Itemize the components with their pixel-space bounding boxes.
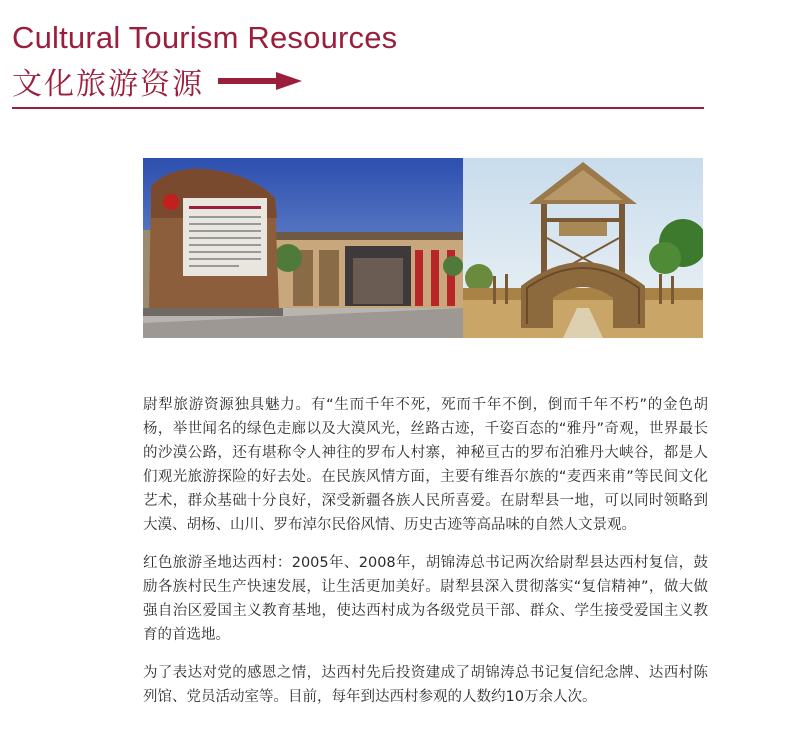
title-chinese: 文化旅游资源 (12, 67, 204, 102)
header-divider (12, 107, 704, 109)
paragraph-tourism-resources: 尉犁旅游资源独具魅力。有“生而千年不死，死而千年不倒，倒而千年不朽”的金色胡杨，举世闻名的绿色走廊以及大漠风光，丝路古迹，千姿百态的“雅丹”奇观，世界最长的沙漠公路，还有堪称令人神往的罗布人村寨，神秘亘古的罗布泊雅丹大峡谷，都是人们观光旅游探险的好去处。在民族风情方面，主要有维吾尔族的“麦西来甫”等民间文化艺术，群众基础十分良好，深受新疆各族人民所喜爱。在尉犁县一地，可以同时领略到大漠、胡杨、山川、罗布淖尔民俗风情、历史古迹等高品味的自然人文景观。 (143, 397, 708, 533)
wooden-gate-illustration (463, 158, 703, 338)
paragraph-red-tourism: 红色旅游圣地达西村：2005年、2008年，胡锦涛总书记两次给尉犁县达西村复信，鼓励各族村民生产快速发展，让生活更加美好。尉犁县深入贯彻落实“复信精神”，做大做强自治区爱国主义教育基地，使达西村成为各级党员干部、群众、学生接受爱国主义教育的首选地。 (143, 555, 708, 643)
monument-hall-illustration (143, 158, 463, 338)
arrow-right-icon (218, 71, 302, 91)
paragraph-gratitude: 为了表达对党的感恩之情，达西村先后投资建成了胡锦涛总书记复信纪念牌、达西村陈列馆、党员活动室等。目前，每年到达西村参观的人数约10万余人次。 (143, 665, 708, 705)
title-chinese-row (12, 60, 302, 102)
title-english: Cultural Tourism Resources (12, 20, 398, 55)
photo-wooden-gate (463, 158, 703, 338)
body-text (143, 393, 708, 723)
photo-monument-hall (143, 158, 463, 338)
